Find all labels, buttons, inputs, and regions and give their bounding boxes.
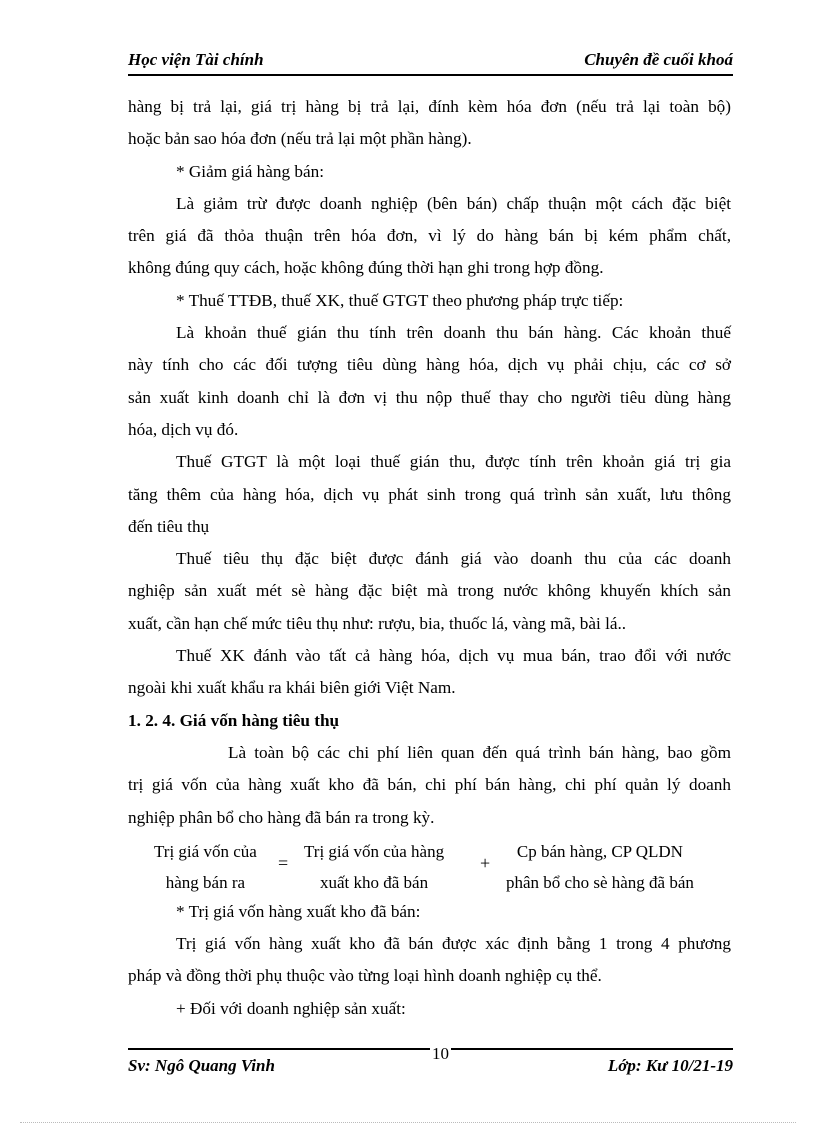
bullet-heading: * Thuế TTĐB, thuế XK, thuế GTGT theo phương pháp trực tiếp:	[176, 290, 624, 310]
text-line: sản xuất kinh doanh chỉ là đơn vị thu nộp thuế thay cho người tiêu dùng hàng	[128, 387, 731, 407]
text-line: Thuế tiêu thụ đặc biệt được đánh giá vào doanh thu của các doanh	[176, 549, 731, 569]
formula-term-line: Trị giá vốn của hàng	[304, 841, 445, 861]
text-line: Là toàn bộ các chi phí liên quan đến quá trình bán hàng, bao gồm	[228, 742, 731, 762]
text-line: ngoài khi xuất khẩu ra khái biên giới Việt Nam.	[128, 678, 456, 698]
text-line: Thuế GTGT là một loại thuế gián thu, được tính trên khoản giá trị gia	[176, 452, 731, 472]
bullet-heading: + Đối với doanh nghiệp sản xuất:	[176, 998, 406, 1018]
text-line: nghiệp sản xuất mét sè hàng đặc biệt mà trong nước không khuyến khích sản	[128, 581, 731, 601]
formula-lhs-line: Trị giá vốn của	[154, 841, 257, 861]
text-line: Trị giá vốn hàng xuất kho đã bán được xác định bằng 1 trong 4 phương	[176, 934, 731, 954]
text-line: nghiệp phân bổ cho hàng đã bán ra trong kỳ.	[128, 807, 435, 827]
text-line: này tính cho các đối tượng tiêu dùng hàng hóa, dịch vụ phải chịu, các cơ sở	[128, 355, 731, 375]
formula-term-2	[506, 836, 694, 898]
text-line: Thuế XK đánh vào tất cả hàng hóa, dịch vụ mua bán, trao đổi với nước	[176, 646, 731, 666]
bullet-heading: * Giảm giá hàng bán:	[176, 161, 324, 181]
bullet-heading: * Trị giá vốn hàng xuất kho đã bán:	[176, 901, 421, 921]
page-header	[128, 50, 733, 76]
text-line: tăng thêm của hàng hóa, dịch vụ phát sinh trong quá trình sản xuất, lưu thông	[128, 484, 731, 504]
section-heading: 1. 2. 4. Giá vốn hàng tiêu thụ	[128, 710, 340, 730]
text-line: trị giá vốn của hàng xuất kho đã bán, chi phí bán hàng, chi phí quản lý doanh	[128, 775, 731, 795]
cost-formula	[128, 834, 731, 896]
text-line: hoặc bản sao hóa đơn (nếu trả lại một phần hàng).	[128, 129, 472, 149]
header-title: Chuyên đề cuối khoá	[584, 50, 733, 69]
equals-sign: =	[278, 852, 289, 873]
text-line: Là khoản thuế gián thu tính trên doanh thu bán hàng. Các khoản thuế	[176, 323, 731, 343]
text-line: không đúng quy cách, hoặc không đúng thời hạn ghi trong hợp đồng.	[128, 258, 604, 278]
document-body	[128, 91, 731, 1025]
text-line: xuất, cần hạn chế mức tiêu thụ như: rượu, bia, thuốc lá, vàng mã, bài lá..	[128, 613, 627, 633]
header-institution: Học viện Tài chính	[128, 50, 264, 69]
page-number: 10	[432, 1044, 449, 1063]
formula-term-line: phân bổ cho sè hàng đã bán	[506, 872, 694, 892]
formula-term-line: Cp bán hàng, CP QLDN	[516, 841, 683, 861]
text-line: hóa, dịch vụ đó.	[128, 419, 239, 439]
plus-sign: +	[480, 852, 491, 873]
text-line: hàng bị trả lại, giá trị hàng bị trả lại, đính kèm hóa đơn (nếu trả lại toàn bộ)	[128, 97, 731, 116]
formula-lhs-line: hàng bán ra	[165, 872, 246, 892]
text-line: trên giá đã thỏa thuận trên hóa đơn, vì lý do hàng bán bị kém phẩm chất,	[128, 226, 731, 246]
footer-class: Lớp: Kư 10/21-19	[607, 1056, 733, 1075]
footer-student: Sv: Ngô Quang Vinh	[128, 1056, 275, 1075]
formula-lhs	[154, 836, 257, 898]
text-line: Là giảm trừ được doanh nghiệp (bên bán) chấp thuận một cách đặc biệt	[176, 193, 731, 213]
formula-term-1	[304, 836, 444, 898]
text-line: pháp và đồng thời phụ thuộc vào từng loại hình doanh nghiệp cụ thể.	[128, 966, 602, 986]
formula-term-line: xuất kho đã bán	[319, 872, 429, 892]
text-line: đến tiêu thụ	[128, 516, 210, 536]
